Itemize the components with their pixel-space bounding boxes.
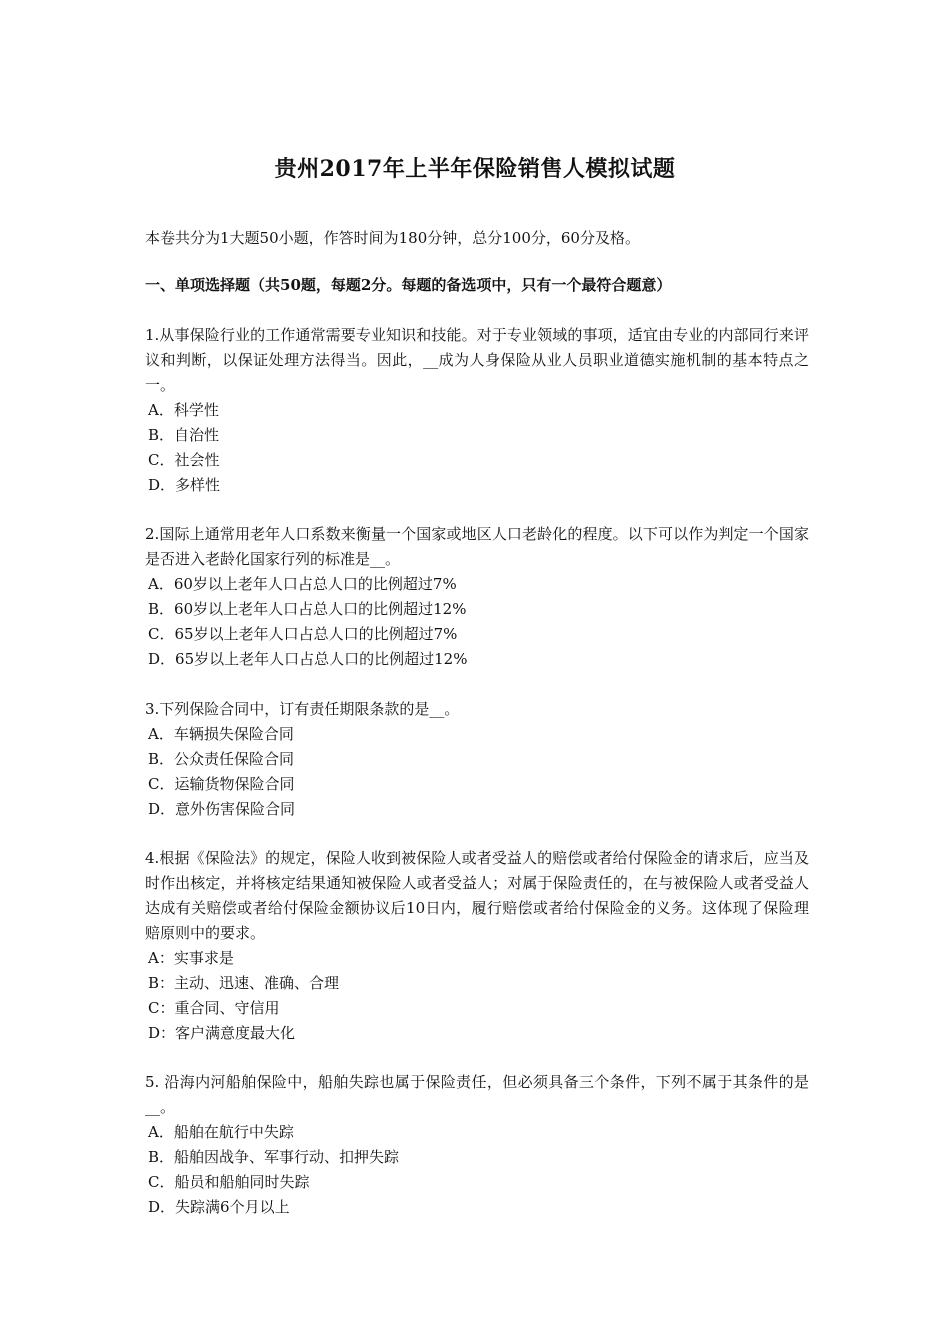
option-c — [145, 772, 809, 797]
option-text: 实事求是 — [173, 949, 234, 967]
option-letter: D． — [148, 800, 176, 818]
option-c — [145, 448, 809, 473]
option-c — [145, 1170, 809, 1195]
question-5 — [145, 1070, 809, 1220]
option-letter: D． — [148, 476, 176, 494]
option-text: 船员和船舶同时失踪 — [174, 1173, 310, 1191]
option-c — [145, 622, 809, 647]
option-letter: C． — [148, 451, 175, 469]
option-a — [145, 572, 809, 597]
option-a — [145, 398, 809, 423]
option-letter: A． — [148, 725, 174, 743]
option-text: 客户满意度最大化 — [175, 1024, 296, 1042]
option-letter: A． — [148, 575, 174, 593]
option-text: 65岁以上老年人口占总人口的比例超过7% — [174, 625, 458, 643]
option-d — [145, 473, 809, 498]
option-letter: B： — [148, 974, 175, 992]
question-2 — [145, 522, 809, 672]
option-b — [145, 597, 809, 622]
option-d — [145, 647, 809, 672]
option-text: 自治性 — [174, 426, 220, 444]
option-text: 船舶在航行中失踪 — [173, 1123, 294, 1141]
option-text: 65岁以上老年人口占总人口的比例超过12% — [175, 650, 468, 668]
option-letter: A． — [148, 401, 174, 419]
option-b — [145, 747, 809, 772]
option-text: 社会性 — [174, 451, 220, 469]
option-text: 船舶因战争、军事行动、扣押失踪 — [174, 1148, 400, 1166]
option-letter: C． — [148, 1173, 175, 1191]
option-letter: B． — [148, 426, 175, 444]
option-letter: C． — [148, 625, 175, 643]
option-letter: D： — [148, 1024, 176, 1042]
option-a — [145, 722, 809, 747]
option-text: 失踪满6个月以上 — [175, 1198, 290, 1216]
section-heading: 一、单项选择题（共50题，每题2分。每题的备选项中，只有一个最符合题意） — [145, 276, 672, 294]
question-stem: 3.下列保险合同中，订有责任期限条款的是__。 — [145, 700, 460, 718]
question-1 — [145, 323, 809, 498]
option-a — [145, 1120, 809, 1145]
option-b — [145, 971, 809, 996]
question-stem: 2.国际上通常用老年人口系数来衡量一个国家或地区人口老龄化的程度。以下可以作为判定一个国家是否进入老龄化国家行列的标准是__。 — [145, 525, 809, 568]
option-text: 科学性 — [173, 401, 219, 419]
page-title: 贵州2017年上半年保险销售人模拟试题 — [274, 156, 676, 182]
option-d — [145, 1021, 809, 1046]
option-letter: A． — [148, 1123, 174, 1141]
option-text: 车辆损失保险合同 — [173, 725, 294, 743]
option-letter: D． — [148, 1198, 176, 1216]
question-4 — [145, 846, 809, 1046]
option-text: 主动、迅速、准确、合理 — [174, 974, 340, 992]
question-stem: 4.根据《保险法》的规定，保险人收到被保险人或者受益人的赔偿或者给付保险金的请求后，应当及时作出核定，并将核定结果通知被保险人或者受益人；对属于保险责任的，在与被保险人或者受益人达成有关赔偿或者给付保险金额协议后10日内，履行赔偿或者给付保险金的义务。这体现了保险理赔原则中的要求。 — [145, 849, 809, 942]
option-text: 60岁以上老年人口占总人口的比例超过7% — [173, 575, 457, 593]
question-3 — [145, 697, 809, 822]
option-text: 意外伤害保险合同 — [175, 800, 296, 818]
option-letter: D． — [148, 650, 176, 668]
exam-intro: 本卷共分为1大题50小题，作答时间为180分钟，总分100分，60分及格。 — [145, 229, 640, 247]
option-letter: B． — [148, 750, 175, 768]
option-d — [145, 797, 809, 822]
option-b — [145, 1145, 809, 1170]
option-text: 60岁以上老年人口占总人口的比例超过12% — [174, 600, 467, 618]
question-stem: 5. 沿海内河船舶保险中，船舶失踪也属于保险责任，但必须具备三个条件，下列不属于其条件的是__。 — [145, 1073, 809, 1116]
option-c — [145, 996, 809, 1021]
option-text: 运输货物保险合同 — [174, 775, 295, 793]
option-text: 公众责任保险合同 — [174, 750, 295, 768]
option-letter: C： — [148, 999, 175, 1017]
option-text: 多样性 — [175, 476, 221, 494]
option-letter: A： — [148, 949, 174, 967]
option-a — [145, 946, 809, 971]
question-stem: 1.从事保险行业的工作通常需要专业知识和技能。对于专业领域的事项，适宜由专业的内部同行来评议和判断，以保证处理方法得当。因此，__成为人身保险从业人员职业道德实施机制的基本特点之一。 — [145, 326, 809, 394]
option-d — [145, 1195, 809, 1220]
option-text: 重合同、守信用 — [174, 999, 280, 1017]
option-letter: B． — [148, 1148, 175, 1166]
option-letter: B． — [148, 600, 175, 618]
option-b — [145, 423, 809, 448]
option-letter: C． — [148, 775, 175, 793]
